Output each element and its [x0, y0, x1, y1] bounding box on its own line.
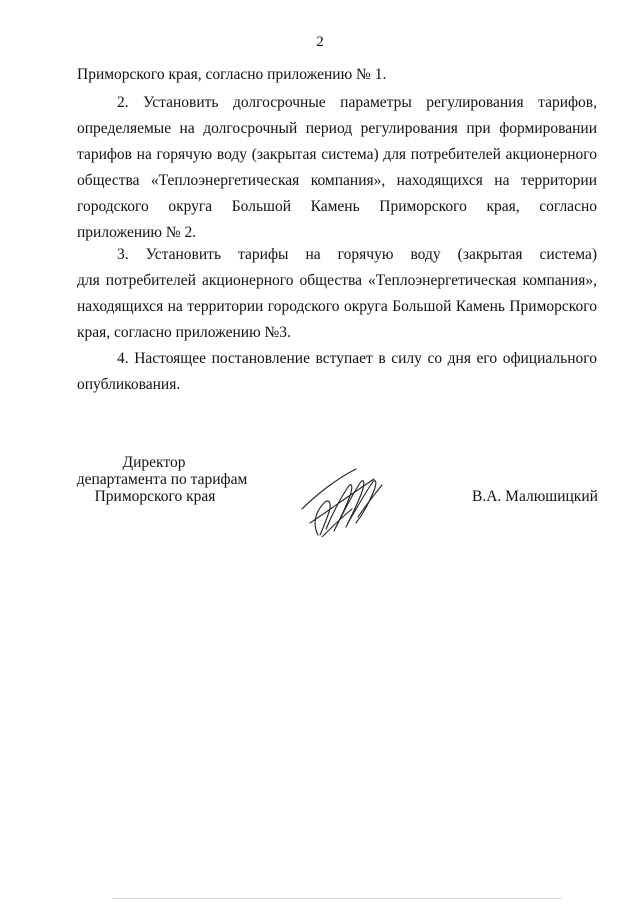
paragraph-2-line: определяемые на долгосрочный период регулирования при формировании	[77, 120, 597, 137]
paragraph-3-line: края, согласно приложению №3.	[77, 324, 291, 341]
paragraph-3-line: находящихся на территории городского округа Большой Камень Приморского	[77, 298, 597, 315]
position-region: Приморского края	[94, 488, 216, 505]
page-number: 2	[316, 34, 324, 50]
paragraph-4-line: 4. Настоящее постановление вступает в силу со дня его официального	[117, 350, 597, 367]
page-bottom-rule	[112, 898, 562, 899]
paragraph-4-line: опубликования.	[77, 376, 181, 393]
paragraph-2-line: городского округа Большой Камень Приморского края, согласно	[77, 198, 597, 215]
position-title: Директор	[122, 454, 186, 471]
body-line: Приморского края, согласно приложению № 1.	[77, 66, 387, 83]
position-department: департамента по тарифам	[76, 471, 248, 488]
signatory-name: В.А. Малюшицкий	[472, 488, 598, 505]
handwritten-signature	[298, 465, 388, 537]
paragraph-2-line: приложению № 2.	[77, 224, 197, 241]
paragraph-2-line: 2. Установить долгосрочные параметры регулирования тарифов,	[117, 94, 597, 111]
paragraph-3-line: для потребителей акционерного общества «Теплоэнергетическая компания»,	[77, 272, 597, 289]
paragraph-3-line: 3. Установить тарифы на горячую воду (закрытая система)	[117, 246, 597, 263]
paragraph-2-line: тарифов на горячую воду (закрытая система) для потребителей акционерного	[77, 146, 597, 163]
paragraph-2-line: общества «Теплоэнергетическая компания», находящихся на территории	[77, 172, 597, 189]
